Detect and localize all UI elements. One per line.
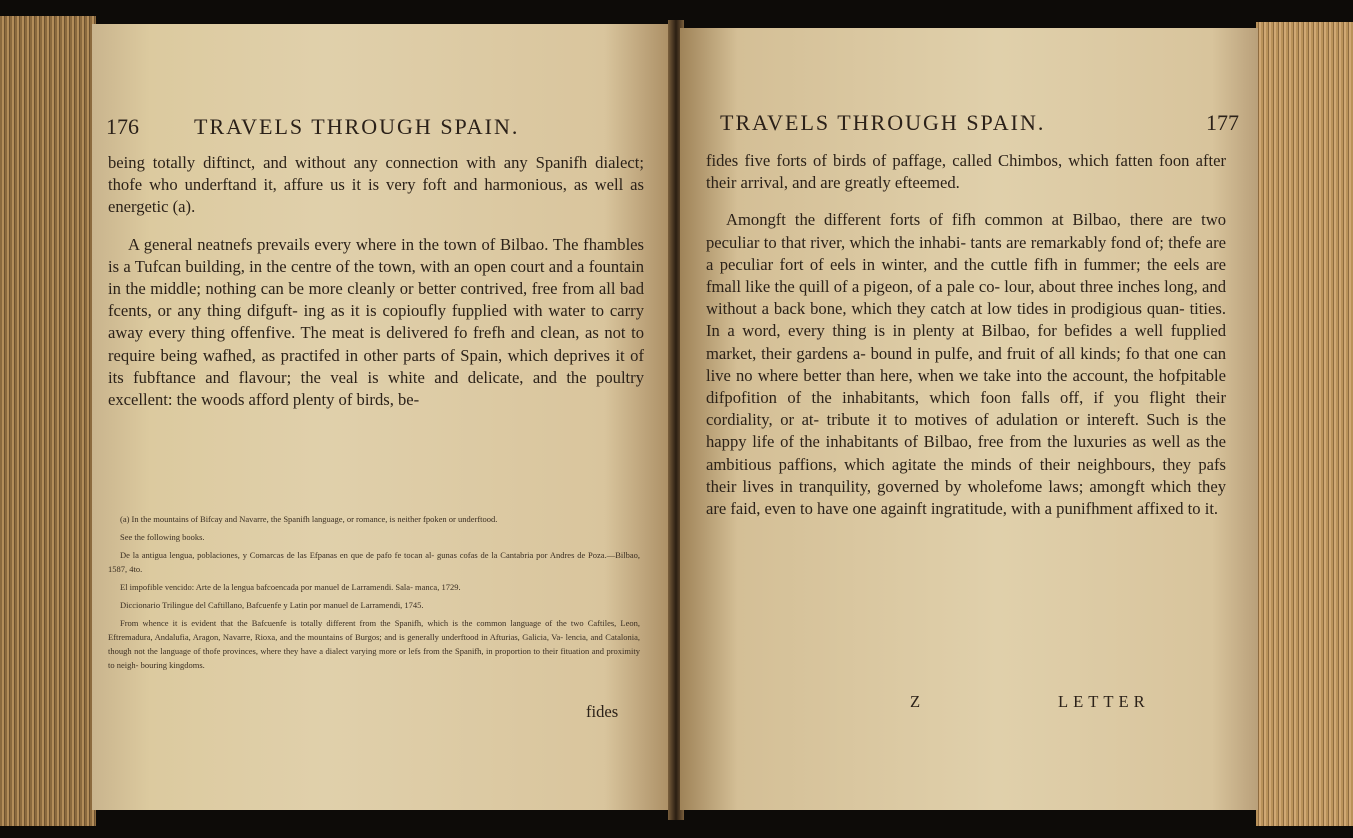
paragraph: Amongft the different forts of fifh common at Bilbao, there are two peculiar to that river, which the inhabi- tants are remarkably fond of; thefe are a peculiar fort of eels in winter, and the cuttle fifh in fummer; the eels are fmall like the quill of a pigeon, of a pale co- lour, about three inches long, and without a back bone, which they catch at low tides in prodigious quan- tities. In a word, every thing is in plenty at Bilbao, for befides a well fupplied market, their gardens a- bound in pulfe, and fruit of all kinds; fo that one can live no where better than here, when we take into the account, the hofpitable difpofition of the inhabitants, which foon falls off, if you flight their cordiality, or at- tribute it to motives of adulation or intereft. Such is the happy life of the inhabitants of Bilbao, free from the luxuries as well as the ambitious paffions, which agitate the minds of their neighbours, they pafs their lives in tranquility, governed by wholefome laws; amongft which they are faid, even to have one againft ingratitude, with a punifhment affixed to it.	[706, 210, 1226, 519]
paragraph: A general neatnefs prevails every where in the town of Bilbao. The fhambles is a Tufcan building, in the centre of the town, with an open court and a fountain in the middle; nothing can be more cleanly or better contrived, free from all bad fcents, or any thing difguft- ing as it is copioufly fupplied with water to carry away every thing offenfive. The meat is delivered fo frefh and clean, as not to require being wafhed, as practifed in other parts of Spain, which deprives it of its fubftance and flavour; the veal is white and delicate, and the poultry excellent: the woods afford plenty of birds, be-	[108, 234, 644, 410]
footnote: From whence it is evident that the Bafcuenfe is totally different from the Spanifh, which is the common language of the two Caftiles, Leon, Eftremadura, Andalufia, Aragon, Navarre, Rioxa, and the mountains of Burgos; and is generally underftood in Afturias, Galicia, Va- lencia, and Catalonia, though not the language of thofe provinces, where they have a dialect varying more or lefs from the Spanifh, in proportion to their fituation and proximity to neigh- bouring kingdoms.	[108, 618, 640, 670]
footnote: (a) In the mountains of Bifcay and Navarre, the Spanifh language, or romance, is neither fpoken or underftood.	[120, 514, 498, 524]
page-number: 176	[106, 114, 139, 139]
catchword: LETTER	[1058, 692, 1150, 711]
footnote: See the following books.	[120, 532, 205, 542]
catchword: fides	[586, 702, 619, 721]
page-number: 177	[1206, 110, 1239, 135]
paragraph: fides five forts of birds of paffage, called Chimbos, which fatten foon after their arrival, and are greatly efteemed.	[706, 151, 1226, 193]
right-page	[680, 28, 1258, 810]
footnotes	[108, 512, 640, 676]
footnote: De la antigua lengua, poblaciones, y Comarcas de las Efpanas en que de pafo fe tocan al- gunas cofas de la Cantabria por Andres de Poza.—Bilbao, 1587, 4to.	[108, 550, 640, 574]
footnote: El impofible vencido: Arte de la lengua bafcoencada por manuel de Larramendi. Sala- manca, 1729.	[120, 582, 461, 592]
right-page-edges	[1256, 22, 1353, 826]
paragraph: being totally diftinct, and without any connection with any Spanifh dialect; thofe who underftand it, affure us it is very foft and harmonious, as well as energetic (a).	[108, 153, 644, 217]
signature-mark: Z	[910, 692, 921, 711]
running-head: TRAVELS THROUGH SPAIN.	[194, 114, 520, 139]
left-page-edges	[0, 16, 96, 826]
main-text	[706, 150, 1226, 520]
footnote: Diccionario Trilingue del Caftillano, Bafcuenfe y Latin por manuel de Larramendi, 1745.	[120, 600, 424, 610]
main-text	[108, 152, 644, 411]
running-head: TRAVELS THROUGH SPAIN.	[720, 110, 1046, 135]
left-page	[92, 24, 674, 810]
